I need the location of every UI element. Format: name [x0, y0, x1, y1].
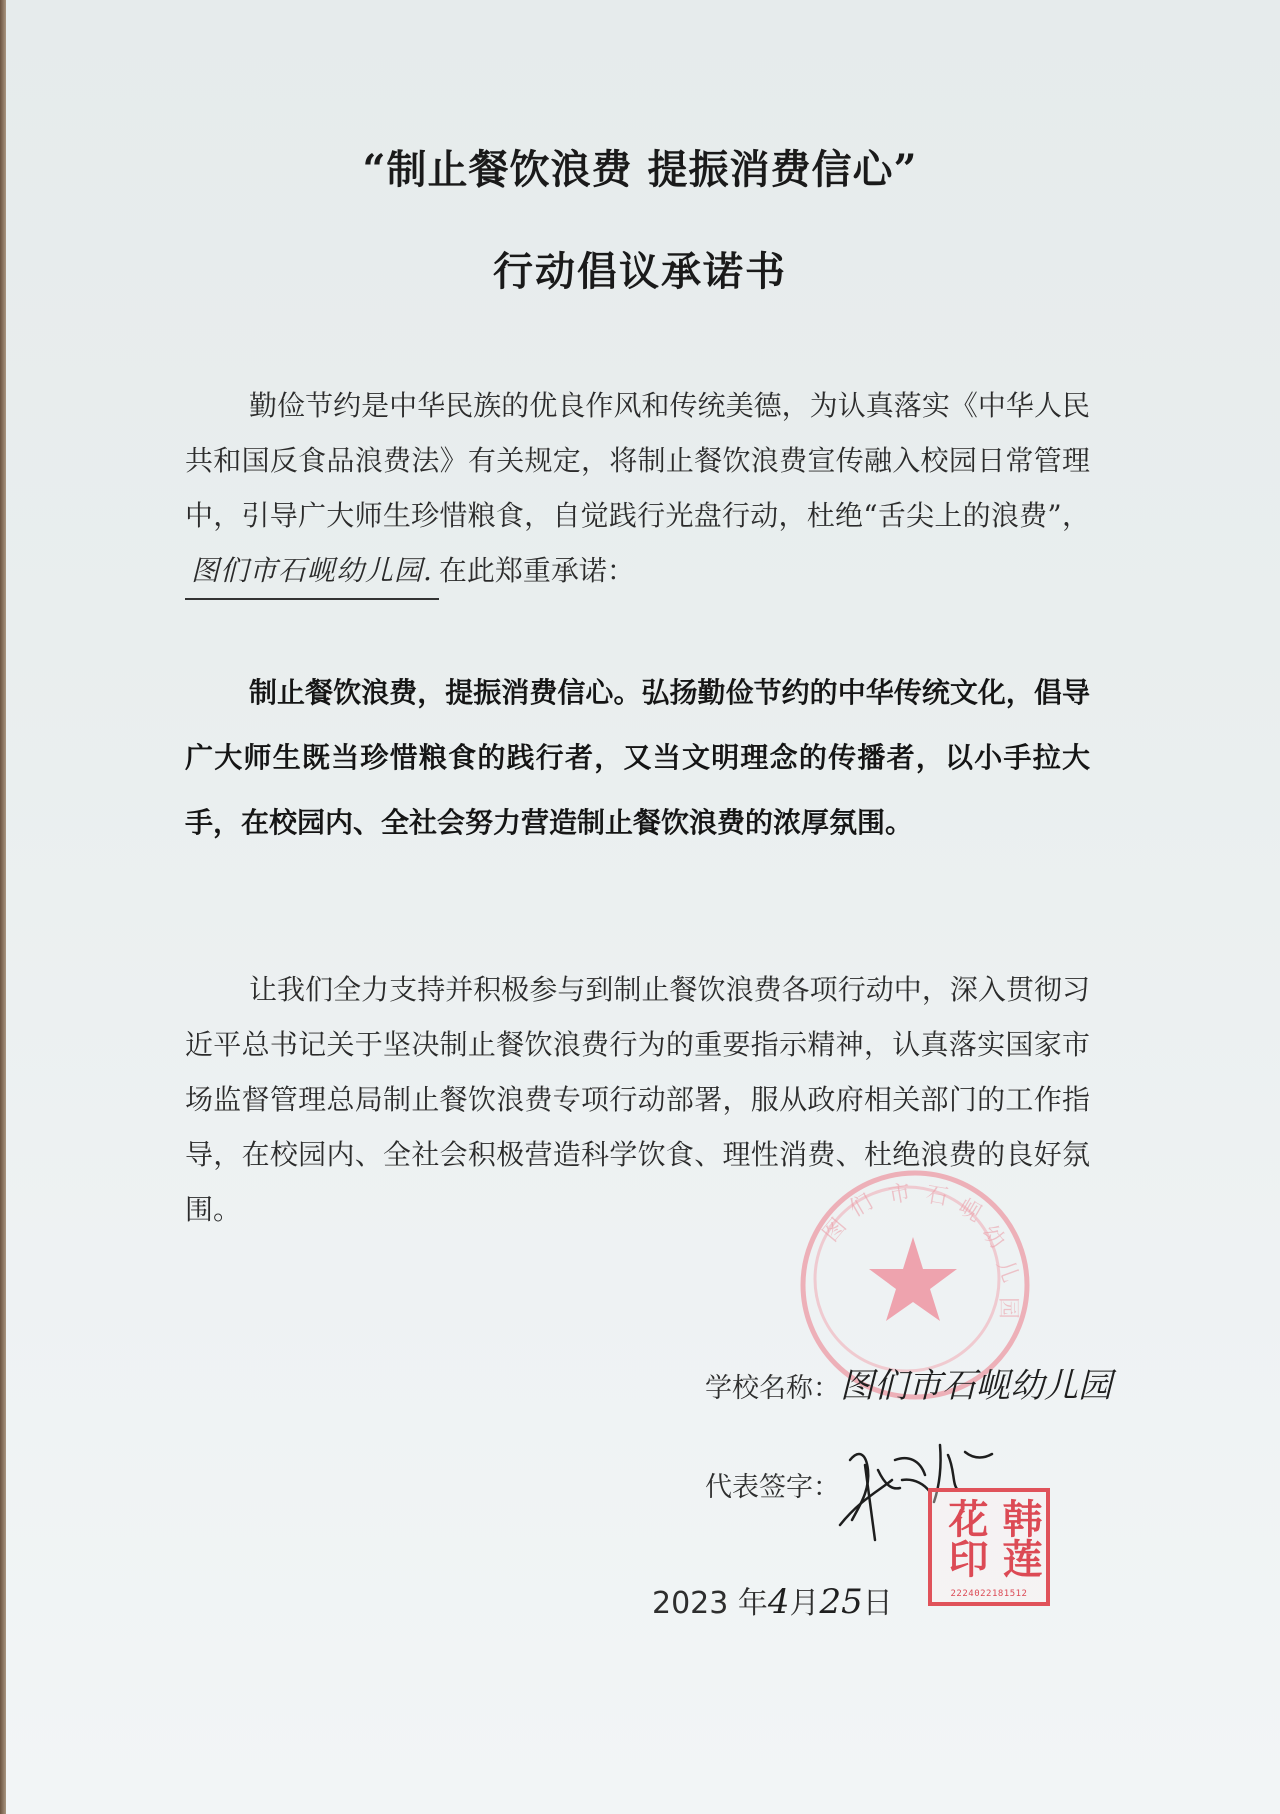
svg-text:岘: 岘 — [954, 1194, 986, 1228]
svg-text:市: 市 — [886, 1180, 913, 1209]
document-title: “制止餐饮浪费 提振消费信心” — [362, 146, 918, 193]
star-icon — [869, 1237, 957, 1321]
date-month-handwritten: 4 — [767, 1582, 790, 1622]
paragraph-commitment-bold: 制止餐饮浪费，提振消费信心。弘扬勤俭节约的中华传统文化，倡导广大师生既当珍惜粮食的践行者，又当文明理念的传播者，以小手拉大手，在校园内、全社会努力营造制止餐饮浪费的浓厚氛围。 — [185, 676, 1090, 839]
date-day-label: 日 — [862, 1586, 893, 1621]
paragraph-closing: 让我们全力支持并积极参与到制止餐饮浪费各项行动中，深入贯彻习近平总书记关于坚决制止餐饮浪费行为的重要指示精神，认真落实国家市场监督管理总局制止餐饮浪费专项行动部署，服从政府相关部门的工作指导，在校园内、全社会积极营造科学饮食、理性消费、杜绝浪费的良好氛围。 — [185, 973, 1090, 1226]
svg-text:儿: 儿 — [991, 1256, 1023, 1286]
date-row — [652, 1578, 893, 1622]
document-subtitle: 行动倡议承诺书 — [493, 248, 787, 295]
svg-text:园: 园 — [995, 1297, 1020, 1320]
personal-name-seal — [928, 1488, 1050, 1606]
intro-text: 勤俭节约是中华民族的优良作风和传统美德，为认真落实《中华人民共和国反食品浪费法》有关规定，将制止餐饮浪费宣传融入校园日常管理中，引导广大师生珍惜粮食，自觉践行光盘行动，杜绝“舌尖上的浪费”， — [185, 389, 1090, 532]
intro-text-end: 在此郑重承诺： — [438, 554, 635, 587]
date-year: 2023 年 — [652, 1586, 768, 1621]
seal-right-column: 韩莲 — [996, 1498, 1043, 1578]
school-name-row — [705, 1358, 1112, 1407]
school-name-handwritten: 图们市石岘幼儿园 — [840, 1366, 1112, 1406]
date-day-handwritten: 25 — [819, 1582, 863, 1622]
seal-left-column: 花印 — [942, 1498, 989, 1578]
date-month-label: 月 — [789, 1586, 820, 1621]
svg-text:图: 图 — [818, 1213, 852, 1247]
svg-text:们: 们 — [845, 1189, 878, 1223]
seal-number: 2224022181512 — [950, 1589, 1028, 1599]
representative-label: 代表签字： — [705, 1472, 840, 1503]
school-name-label: 学校名称： — [705, 1373, 840, 1404]
representative-row — [705, 1465, 840, 1504]
paragraph-intro — [185, 378, 1090, 600]
svg-text:幼: 幼 — [976, 1220, 1010, 1254]
svg-text:石: 石 — [923, 1182, 950, 1211]
handwritten-school-name: 图们市石岘幼儿园. — [185, 543, 439, 600]
